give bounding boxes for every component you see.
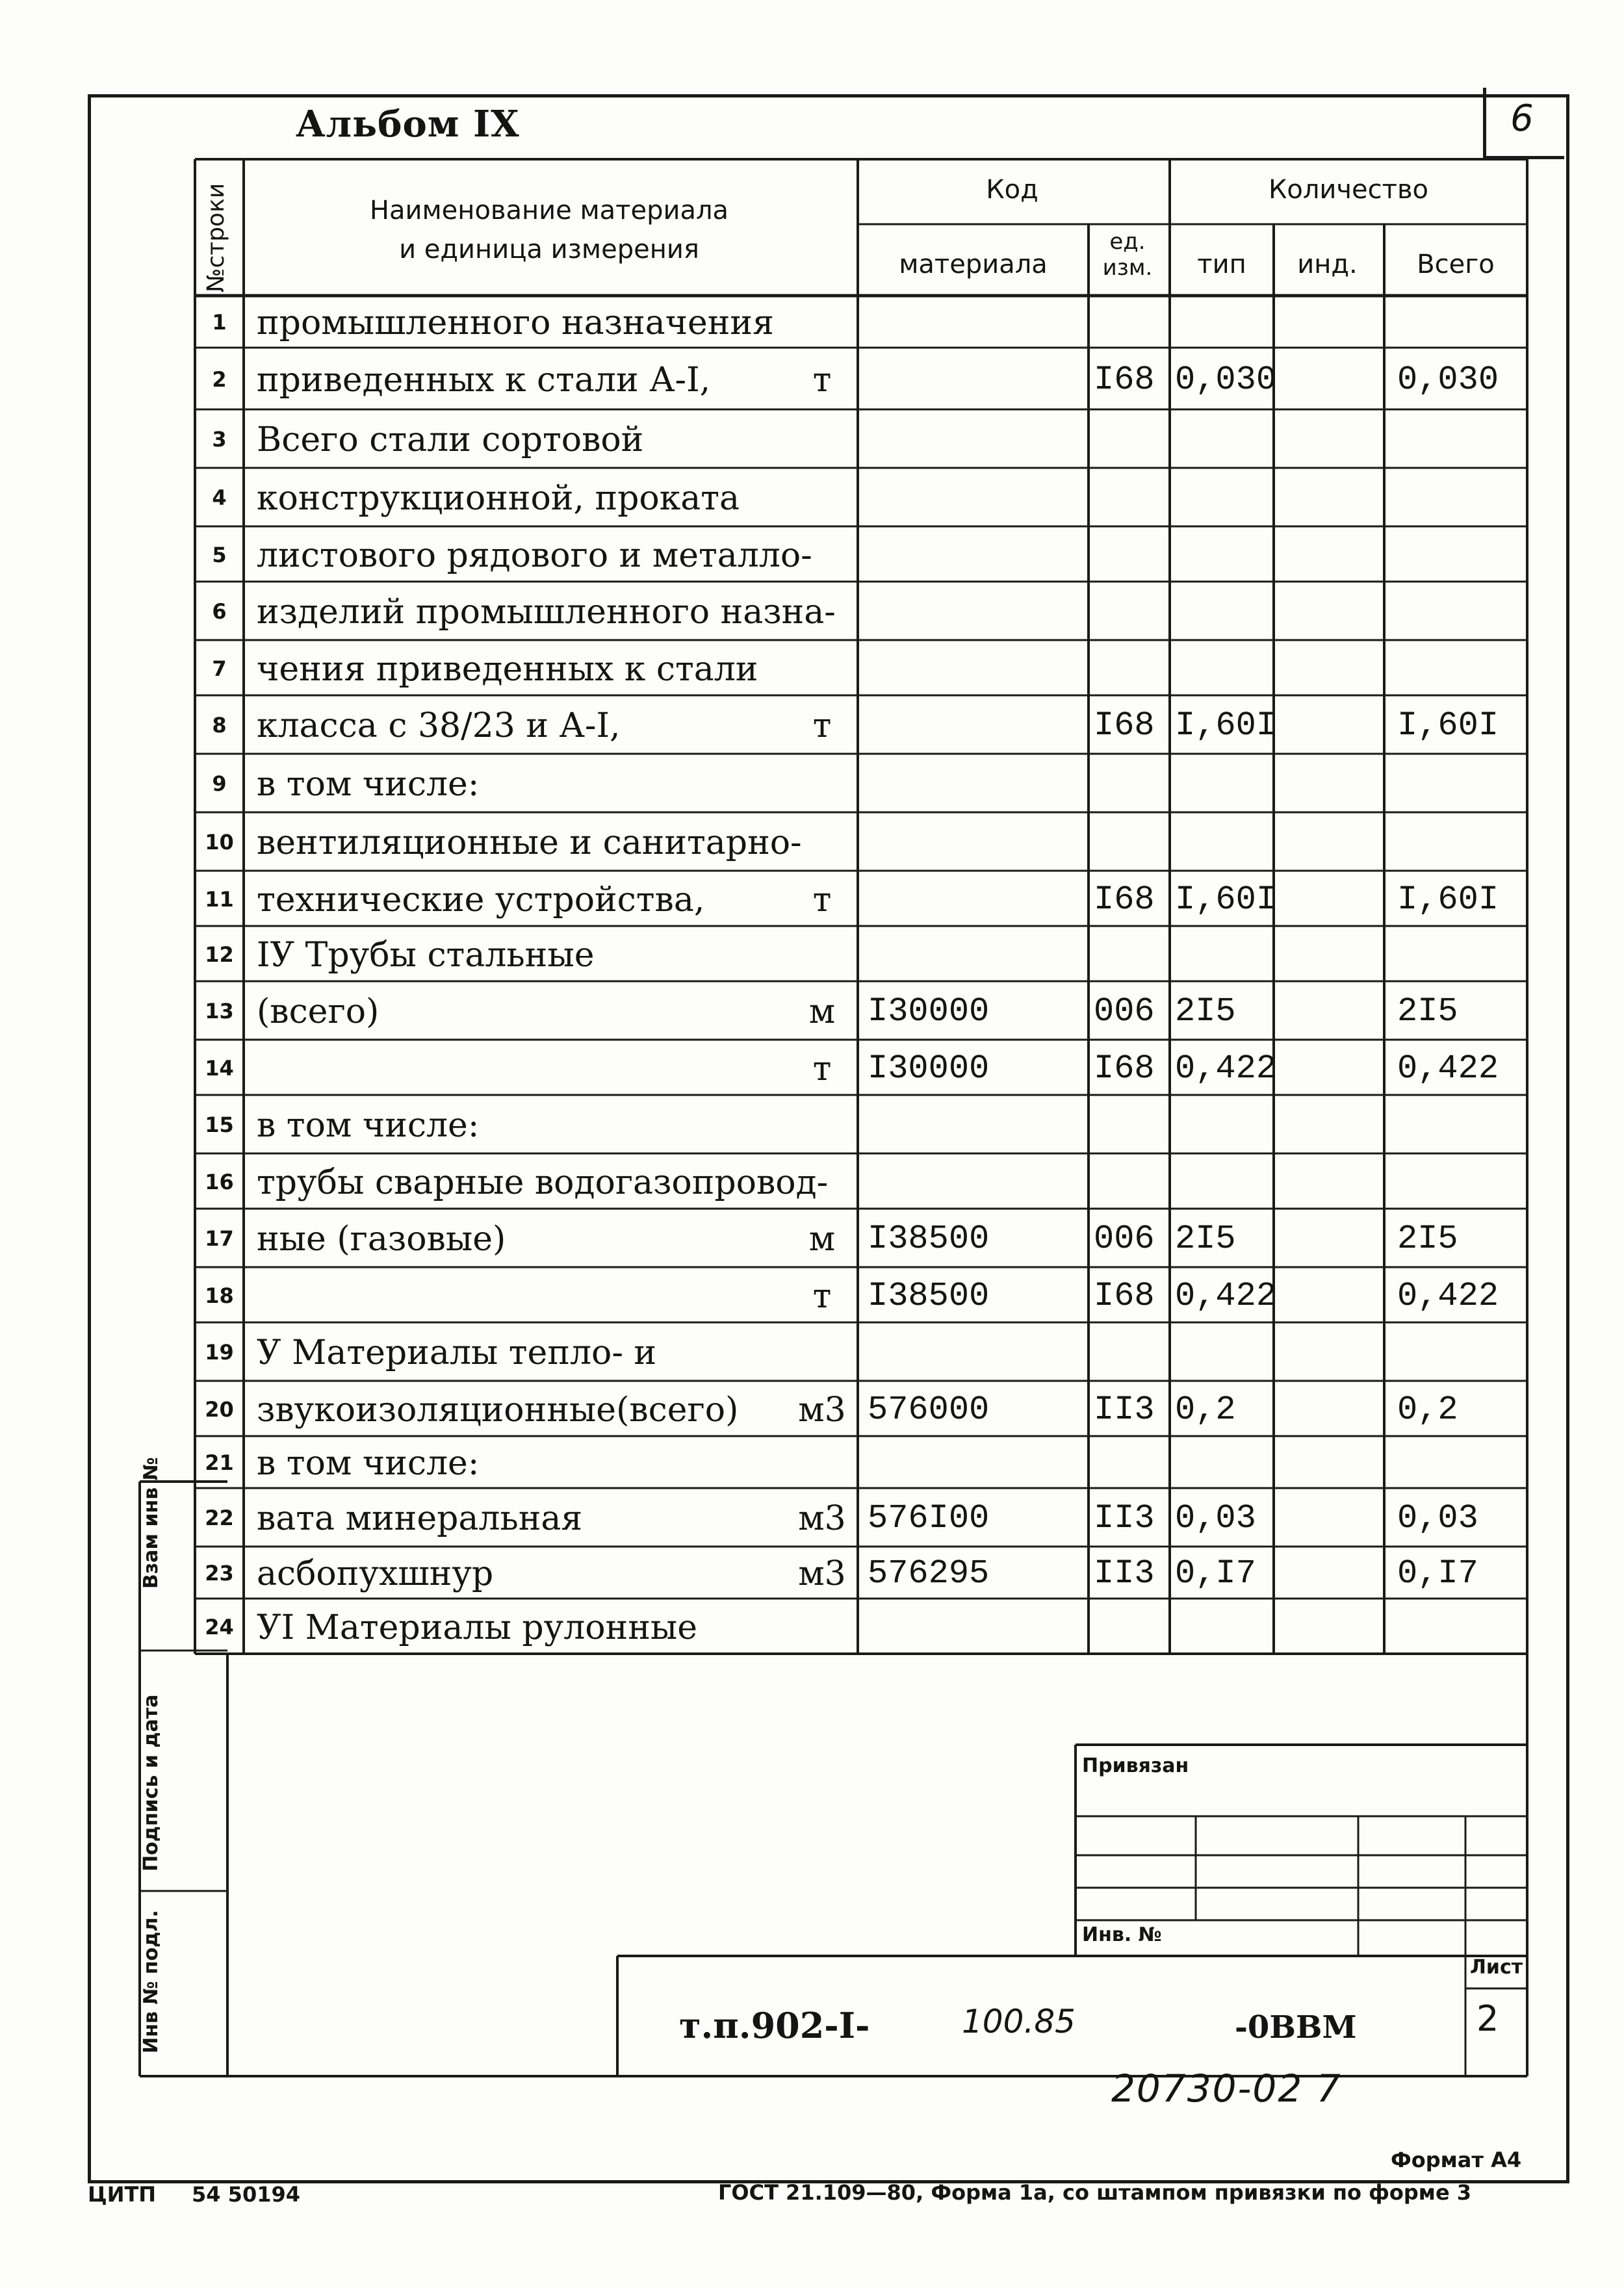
row-number: 15 — [205, 1112, 234, 1137]
material-name: У Материалы тепло- и — [257, 1333, 657, 1372]
row-number: 17 — [205, 1226, 234, 1251]
unit-code: I68 — [1094, 706, 1155, 745]
quantity-total: 2I5 — [1397, 992, 1458, 1031]
unit-of-measure: т — [812, 880, 832, 919]
header-name-line1: Наименование материала — [369, 196, 729, 225]
row-number: 22 — [205, 1506, 234, 1530]
material-name: УI Материалы рулонные — [257, 1608, 698, 1647]
unit-code: I68 — [1094, 1049, 1155, 1088]
quantity-type: 0,422 — [1175, 1049, 1277, 1088]
row-number: 19 — [205, 1340, 234, 1365]
material-name: ные (газовые) — [257, 1220, 506, 1259]
album-title: Альбом IX — [296, 103, 520, 146]
header-quantity: Количество — [1268, 175, 1428, 205]
header-name-line2: и единица измерения — [399, 235, 699, 264]
material-name: приведенных к стали А-I, — [257, 361, 711, 400]
unit-of-measure: т — [812, 361, 832, 400]
quantity-type: 0,422 — [1175, 1277, 1277, 1315]
quantity-total: 0,030 — [1397, 361, 1499, 399]
material-code: I38500 — [868, 1220, 990, 1258]
material-name: IУ Трубы стальные — [257, 936, 595, 975]
header-ind: инд. — [1297, 250, 1358, 279]
quantity-total: 0,03 — [1397, 1499, 1478, 1537]
row-number: 3 — [212, 427, 227, 452]
row-number: 1 — [212, 310, 227, 335]
unit-code: I68 — [1094, 880, 1155, 919]
material-code: I30000 — [868, 992, 990, 1031]
row-number: 12 — [205, 942, 234, 967]
quantity-total: 0,422 — [1397, 1277, 1499, 1315]
material-name: звукоизоляционные(всего) — [257, 1391, 739, 1430]
material-name: технические устройства, — [257, 880, 705, 919]
quantity-type: I,60I — [1175, 880, 1277, 919]
material-name: вентиляционные и санитарно- — [257, 823, 802, 862]
unit-code: II3 — [1094, 1499, 1155, 1537]
row-number: 2 — [212, 367, 227, 392]
footer-left-2: 54 50194 — [192, 2182, 300, 2207]
unit-of-measure: м3 — [798, 1391, 846, 1430]
material-name: в том числе: — [257, 1106, 480, 1145]
material-name: асбопухшнур — [257, 1554, 494, 1593]
quantity-total: 0,2 — [1397, 1391, 1458, 1429]
quantity-total: 0,I7 — [1397, 1554, 1478, 1593]
quantity-type: 0,I7 — [1175, 1554, 1256, 1593]
unit-code: II3 — [1094, 1554, 1155, 1593]
row-number: 24 — [205, 1615, 234, 1639]
material-code: 576295 — [868, 1554, 990, 1593]
unit-code: 006 — [1094, 1220, 1155, 1258]
row-number: 4 — [212, 485, 227, 510]
material-code: I30000 — [868, 1049, 990, 1088]
header-type: тип — [1197, 250, 1246, 279]
material-name: листового рядового и металло- — [257, 536, 812, 575]
row-number: 18 — [205, 1283, 234, 1308]
material-name: изделий промышленного назна- — [257, 593, 836, 632]
unit-code: I68 — [1094, 1277, 1155, 1315]
quantity-type: 2I5 — [1175, 1220, 1236, 1258]
material-name: в том числе: — [257, 1444, 480, 1483]
material-name: промышленного назначения — [257, 303, 774, 342]
stamp-list-label: Лист — [1470, 1956, 1523, 1979]
page-number: 6 — [1510, 97, 1534, 140]
header-code: Код — [986, 175, 1038, 205]
archive-number: 20730-02 7 — [1111, 2066, 1342, 2111]
row-number: 20 — [205, 1397, 234, 1422]
material-code: 576000 — [868, 1391, 990, 1429]
row-number: 7 — [212, 656, 227, 681]
row-number: 23 — [205, 1561, 234, 1586]
unit-of-measure: т — [812, 1277, 832, 1316]
unit-of-measure: м — [808, 1220, 836, 1259]
row-number: 16 — [205, 1170, 234, 1194]
unit-of-measure: т — [812, 1049, 832, 1088]
header-row-number: №строки — [203, 183, 229, 292]
footer-left-1: ЦИТП — [88, 2182, 157, 2207]
unit-of-measure: м3 — [798, 1554, 846, 1593]
unit-of-measure: м — [808, 992, 836, 1031]
stamp-inv-no: Инв. № — [1082, 1923, 1162, 1946]
quantity-total: 2I5 — [1397, 1220, 1458, 1258]
quantity-total: I,60I — [1397, 706, 1499, 745]
material-name: вата минеральная — [257, 1499, 583, 1538]
row-number: 5 — [212, 543, 227, 567]
quantity-type: 0,2 — [1175, 1391, 1236, 1429]
material-name: Всего стали сортовой — [257, 420, 644, 459]
row-number: 10 — [205, 830, 234, 855]
material-name: в том числе: — [257, 765, 480, 804]
material-name: чения приведенных к стали — [257, 650, 758, 689]
row-number: 6 — [212, 599, 227, 624]
material-code: 576I00 — [868, 1499, 990, 1537]
quantity-total: 0,422 — [1397, 1049, 1499, 1088]
header-total: Всего — [1417, 250, 1495, 279]
row-number: 13 — [205, 999, 234, 1023]
header-material: материала — [899, 250, 1048, 279]
unit-of-measure: т — [812, 706, 832, 745]
row-number: 11 — [205, 887, 234, 912]
side-label-podpis: Подпись и дата — [140, 1694, 162, 1871]
unit-of-measure: м3 — [798, 1499, 846, 1538]
footer-format: Формат А4 — [1391, 2148, 1522, 2172]
quantity-type: 0,03 — [1175, 1499, 1256, 1537]
material-name: трубы сварные водогазопровод- — [257, 1163, 829, 1202]
row-number: 9 — [212, 771, 227, 796]
material-name: (всего) — [257, 992, 380, 1031]
quantity-type: 2I5 — [1175, 992, 1236, 1031]
unit-code: II3 — [1094, 1391, 1155, 1429]
footer-gost: ГОСТ 21.109—80, Форма 1а, со штампом привязки по форме 3 — [718, 2180, 1472, 2205]
quantity-type: I,60I — [1175, 706, 1277, 745]
row-number: 21 — [205, 1450, 234, 1475]
stamp-privyazan: Привязан — [1082, 1755, 1189, 1777]
quantity-total: I,60I — [1397, 880, 1499, 919]
doc-code: т.п.902-I- — [679, 2005, 870, 2046]
side-label-vzam: Взам инв № — [140, 1457, 162, 1589]
doc-handwritten-number: 100.85 — [962, 2003, 1076, 2040]
header-unit-line2: изм. — [1102, 255, 1153, 281]
unit-code: I68 — [1094, 361, 1155, 399]
material-name: класса с 38/23 и А-I, — [257, 706, 621, 745]
stamp-list-value: 2 — [1476, 1998, 1499, 2039]
material-name: конструкционной, проката — [257, 479, 740, 518]
row-number: 14 — [205, 1056, 234, 1081]
side-label-inv-podl: Инв № подл. — [140, 1910, 162, 2053]
material-code: I38500 — [868, 1277, 990, 1315]
unit-code: 006 — [1094, 992, 1155, 1031]
header-unit-line1: ед. — [1109, 229, 1146, 255]
doc-suffix: -0ВВМ — [1235, 2009, 1357, 2046]
row-number: 8 — [212, 713, 227, 738]
quantity-type: 0,030 — [1175, 361, 1277, 399]
